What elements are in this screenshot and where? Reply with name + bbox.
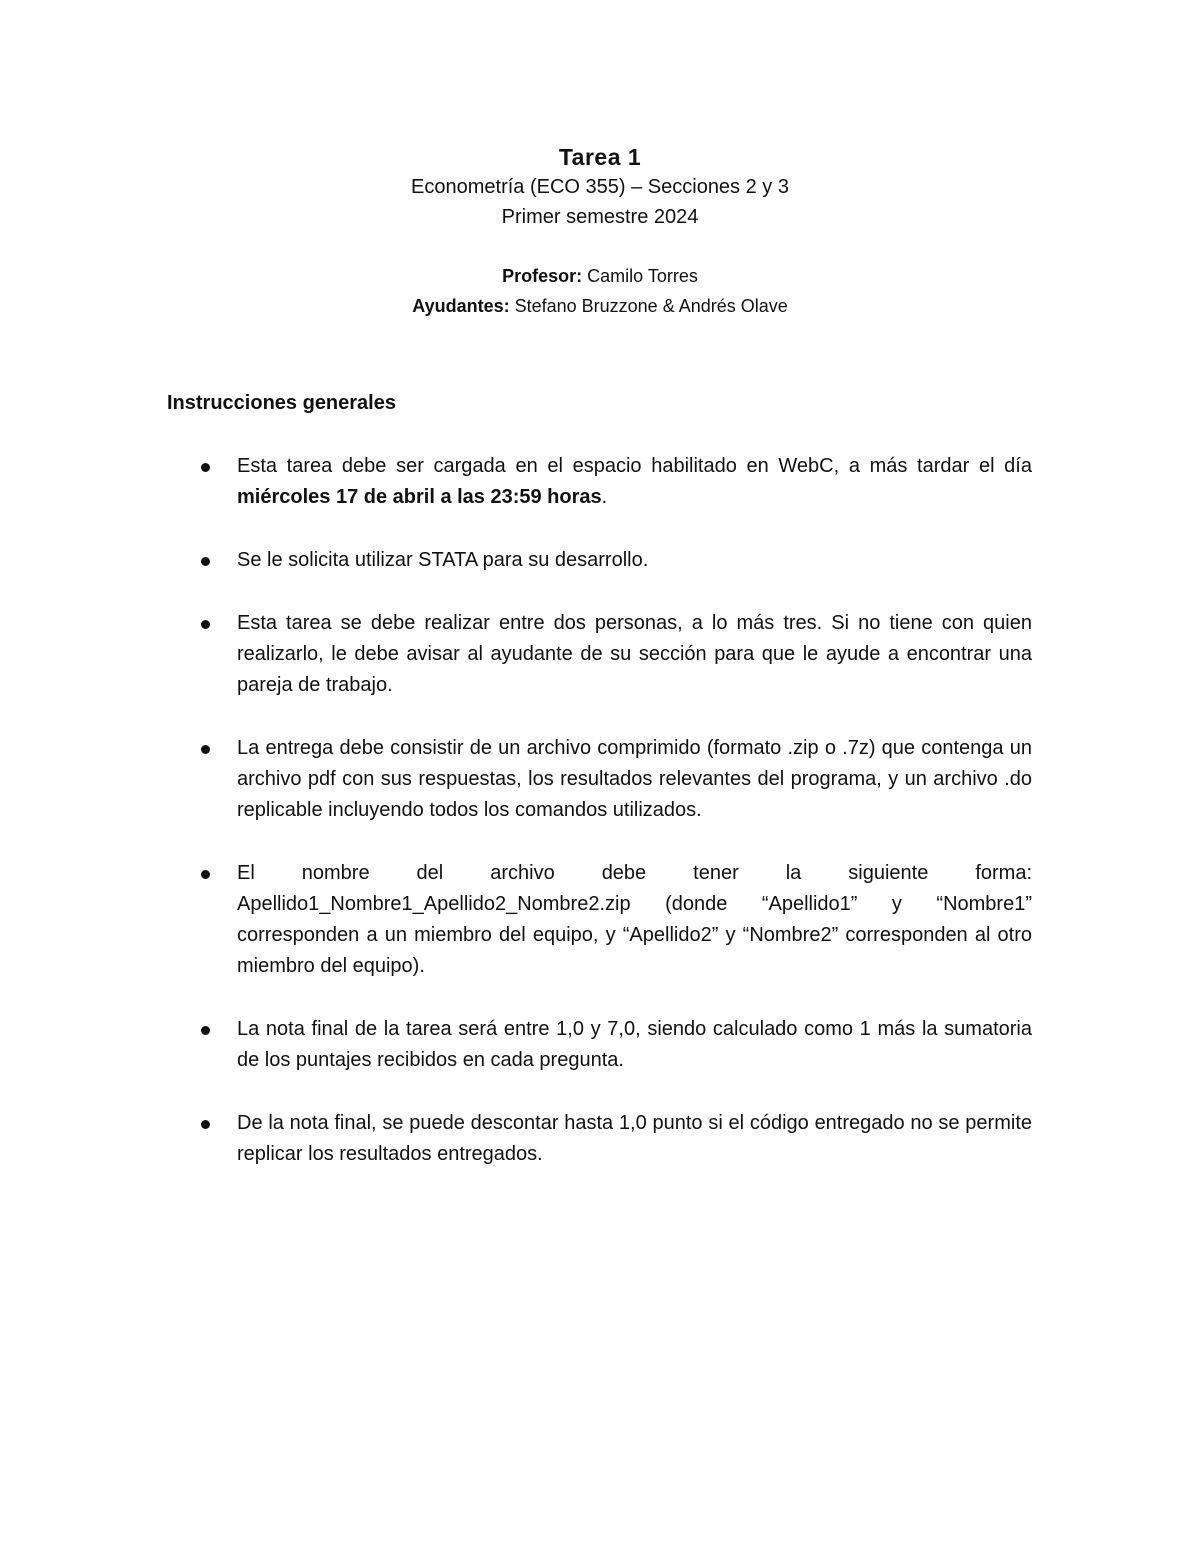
list-item-text	[237, 451, 1032, 513]
instructions-list	[0, 451, 1200, 1202]
instructions-heading: Instrucciones generales	[167, 392, 396, 414]
filename-format-line: El nombre del archivo debe tener la siguiente forma:	[237, 862, 1032, 884]
bullet-icon	[201, 463, 210, 472]
bullet-icon	[201, 620, 210, 629]
course-name: Econometría (ECO 355) – Secciones 2 y 3	[411, 176, 789, 198]
professor-label: Profesor:	[502, 266, 583, 286]
term: Primer semestre 2024	[501, 206, 699, 228]
list-item-text	[237, 858, 1032, 982]
filename-format-details: Apellido1_Nombre1_Apellido2_Nombre2.zip (donde “Apellido1” y “Nombre1” corresponden a un miembro del equipo, y “Apellido2” y “Nombre2” corresponden al otro miembro del equipo).	[237, 893, 1032, 977]
assistants-names: Stefano Bruzzone & Andrés Olave	[509, 296, 788, 316]
document-title: Tarea 1	[558, 144, 642, 170]
bullet-icon	[201, 745, 210, 754]
assistants-label: Ayudantes:	[412, 296, 510, 316]
list-item	[0, 1014, 1200, 1076]
item-text-part: Esta tarea debe ser cargada en el espacio habilitado en WebC, a más tardar el día	[237, 455, 1032, 477]
bullet-icon	[201, 557, 210, 566]
list-item-text: Esta tarea se debe realizar entre dos personas, a lo más tres. Si no tiene con quien realizarlo, le debe avisar al ayudante de su sección para que le ayude a encontrar una pareja de trabajo.	[237, 612, 1032, 696]
bullet-icon	[201, 870, 210, 879]
professor-line	[0, 261, 1200, 291]
professor-name: Camilo Torres	[582, 266, 698, 286]
list-item	[0, 733, 1200, 826]
item-text-part: .	[601, 486, 608, 508]
bullet-icon	[201, 1026, 210, 1035]
document-header	[0, 142, 1200, 321]
list-item-text: Se le solicita utilizar STATA para su desarrollo.	[237, 549, 649, 571]
list-item-text: La nota final de la tarea será entre 1,0 y 7,0, siendo calculado como 1 más la sumatoria de los puntajes recibidos en cada pregunta.	[237, 1018, 1032, 1071]
spacer	[0, 232, 1200, 261]
bullet-icon	[201, 1120, 210, 1129]
list-item-text: De la nota final, se puede descontar hasta 1,0 punto si el código entregado no se permite replicar los resultados entregados.	[237, 1112, 1032, 1165]
list-item	[0, 545, 1200, 576]
deadline-text: miércoles 17 de abril a las 23:59 horas	[237, 486, 602, 508]
list-item	[0, 451, 1200, 513]
list-item	[0, 608, 1200, 701]
list-item	[0, 858, 1200, 982]
list-item-text: La entrega debe consistir de un archivo comprimido (formato .zip o .7z) que contenga un archivo pdf con sus respuestas, los resultados relevantes del programa, y un archivo .do replicable incluyendo todos los comandos utilizados.	[237, 737, 1032, 821]
assistants-line	[0, 291, 1200, 321]
list-item	[0, 1108, 1200, 1170]
